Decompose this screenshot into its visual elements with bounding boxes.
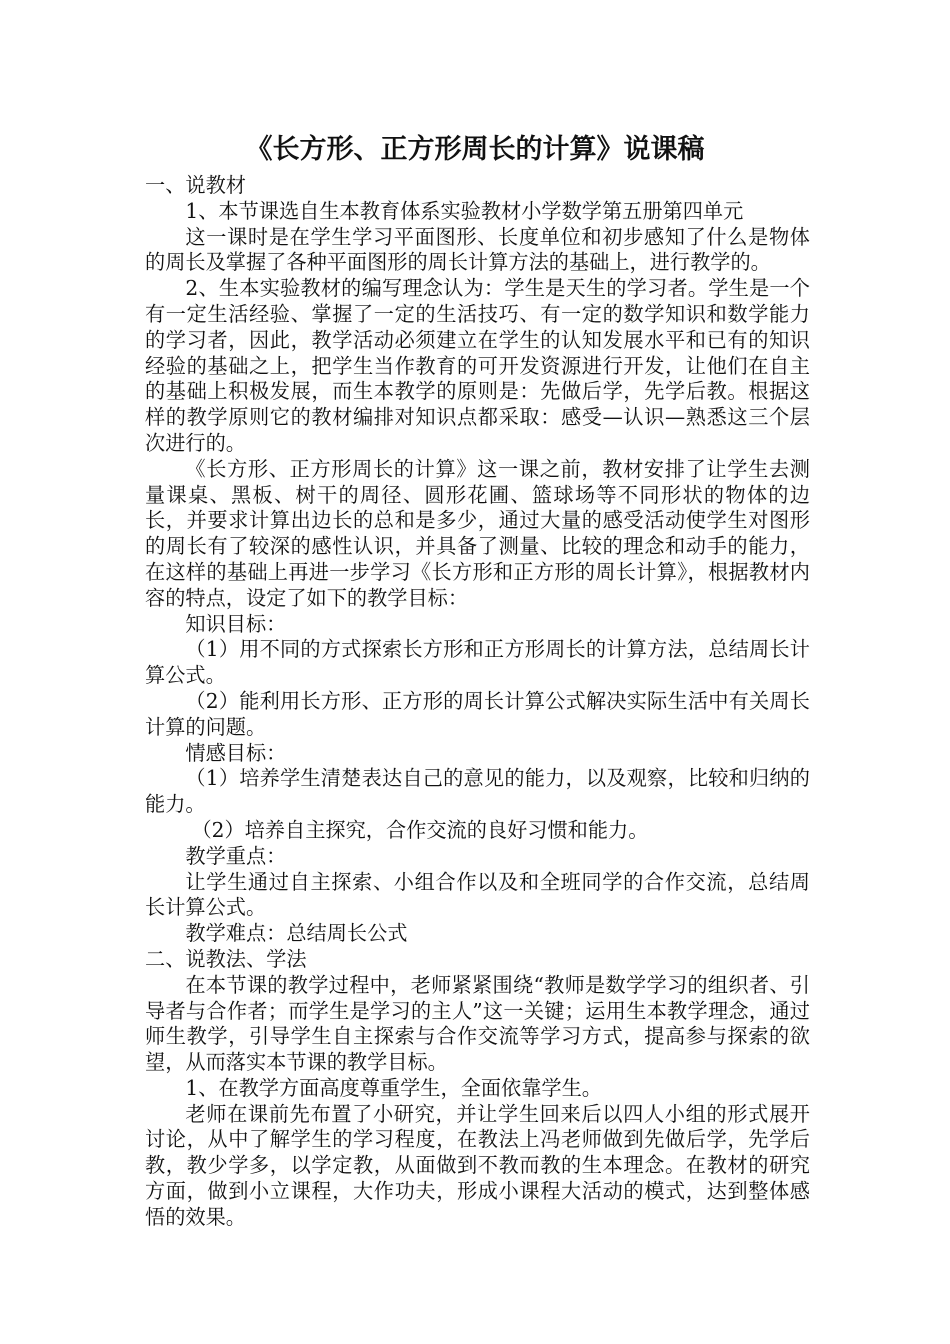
paragraph-lesson-context: 这一课时是在学生学习平面图形、长度单位和初步感知了什么是物体的周长及掌握了各种平面图形的周长计算方法的基础上，进行教学的。 [145, 224, 810, 275]
paragraph-textbook-philosophy: 2、生本实验教材的编写理念认为：学生是天生的学习者。学生是一个有一定生活经验、掌握了一定的生活技巧、有一定的数学知识和数学能力的学习者，因此，教学活动必须建立在学生的认知发展水平和已有的知识经验的基础之上，把学生当作教育的可开发资源进行开发，让他们在自主的基础上积极发展，而生本教学的原则是：先做后学，先学后教。根据这样的教学原则它的教材编排对知识点都采取：感受—认识—熟悉这三个层次进行的。 [145, 276, 810, 455]
knowledge-goal-2: （2）能利用长方形、正方形的周长计算公式解决实际生活中有关周长计算的问题。 [145, 688, 810, 739]
document-title: 《长方形、正方形周长的计算》说课稿 [245, 134, 705, 165]
section-heading-teaching-material: 一、说教材 [145, 173, 246, 197]
paragraph-pre-class-research: 老师在课前先布置了小研究，并让学生回来后以四人小组的形式展开讨论，从中了解学生的学习程度，在教法上冯老师做到先做后学，先学后教，教少学多，以学定教，从面做到不教而教的生本理念。在教材的研究方面，做到小立课程，大作功夫，形成小课程大活动的模式，达到整体感悟的效果。 [145, 1101, 810, 1229]
emotional-goal-2: （2）培养自主探究，合作交流的良好习惯和能力。 [191, 817, 649, 842]
paragraph-prior-lessons: 《长方形、正方形周长的计算》这一课之前，教材安排了让学生去测量课桌、黑板、树干的周径、圆形花圃、篮球场等不同形状的物体的边长，并要求计算出边长的总和是多少，通过大量的感受活动使学生对图形的周长有了较深的感性认识，并具备了测量、比较的理念和动手的能力，在这样的基础上再进一步学习《长方形和正方形的周长计算》，根据教材内容的特点，设定了如下的教学目标： [145, 456, 810, 610]
label-knowledge-goals: 知识目标： [185, 611, 287, 636]
paragraph-teaching-difficulty: 教学难点：总结周长公式 [185, 921, 408, 946]
paragraph-respect-students: 1、在教学方面高度尊重学生，全面依靠学生。 [185, 1075, 602, 1100]
paragraph-teaching-focus: 让学生通过自主探索、小组合作以及和全班同学的合作交流，总结周长计算公式。 [145, 869, 810, 920]
label-emotional-goals: 情感目标： [185, 740, 287, 765]
knowledge-goal-1: （1）用不同的方式探索长方形和正方形周长的计算方法，总结周长计算公式。 [145, 637, 810, 688]
paragraph-teaching-process: 在本节课的教学过程中，老师紧紧围绕“教师是数学学习的组织者、引导者与合作者；而学生是学习的主人”这一关键；运用生本教学理念，通过师生教学，引导学生自主探索与合作交流等学习方式，提高参与探索的欲望，从而落实本节课的教学目标。 [145, 972, 810, 1075]
label-teaching-focus: 教学重点： [185, 843, 287, 868]
emotional-goal-1: （1）培养学生清楚表达自己的意见的能力，以及观察，比较和归纳的能力。 [145, 766, 810, 817]
section-heading-teaching-methods: 二、说教法、学法 [145, 946, 307, 971]
document-body [145, 173, 810, 1231]
paragraph-lesson-source: 1、本节课选自生本教育体系实验教材小学数学第五册第四单元 [185, 198, 744, 223]
